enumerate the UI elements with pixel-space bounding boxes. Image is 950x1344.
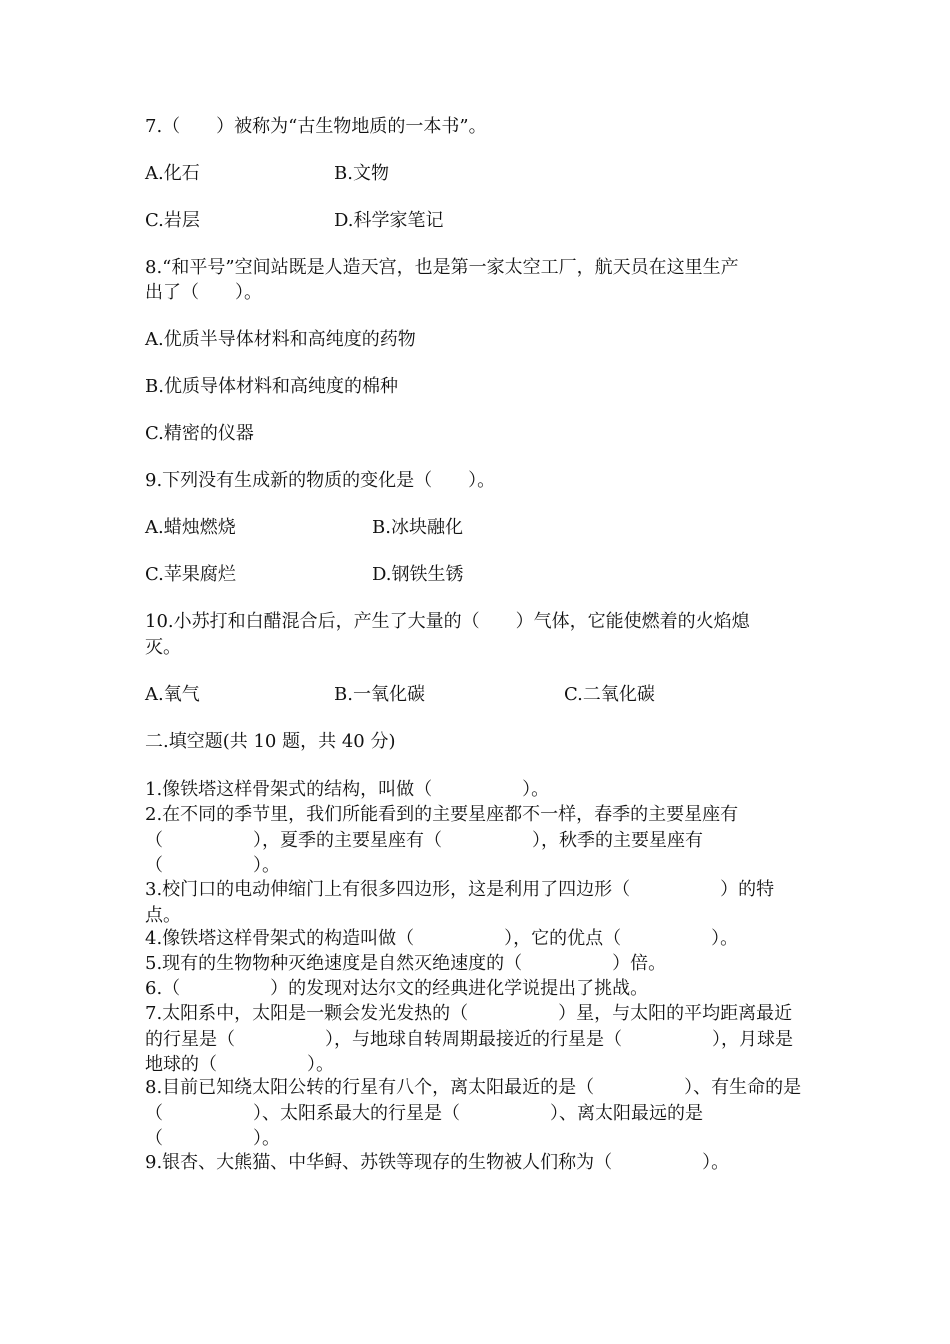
q7-option-d: D.科学家笔记 — [334, 210, 444, 231]
question-10-stem-line1: 10.小苏打和白醋混合后，产生了大量的（ ）气体，它能使燃着的火焰熄 — [145, 611, 750, 632]
fill-question-9: 9.银杏、大熊猫、中华鲟、苏铁等现存的生物被人们称为（ ）。 — [145, 1152, 730, 1173]
q8-option-c: C.精密的仪器 — [145, 423, 254, 444]
fill-question-2: 2.在不同的季节里，我们所能看到的主要星座都不一样，春季的主要星座有（ ），夏季的主要星座有（ ），秋季的主要星座有（ ）。 — [145, 804, 739, 876]
question-10-stem-line2: 灭。 — [145, 637, 181, 658]
fill-question-7: 7.太阳系中，太阳是一颗会发光发热的（ ）星，与太阳的平均距离最近的行星是（ ），与地球自转周期最接近的行星是（ ），月球是地球的（ ）。 — [145, 1003, 793, 1075]
question-8-stem-line2: 出了（ ）。 — [145, 282, 262, 303]
q10-option-a: A.氧气 — [145, 684, 200, 705]
question-9-stem: 9.下列没有生成新的物质的变化是（ ）。 — [145, 470, 496, 491]
q7-option-b: B.文物 — [334, 163, 389, 184]
question-7-stem: 7.（ ）被称为“古生物地质的一本书”。 — [145, 116, 487, 137]
q9-option-a: A.蜡烛燃烧 — [145, 517, 236, 538]
q8-option-b: B.优质导体材料和高纯度的棉种 — [145, 376, 398, 397]
q8-option-a: A.优质半导体材料和高纯度的药物 — [145, 329, 416, 350]
question-8-stem-line1: 8.“和平号”空间站既是人造天宫，也是第一家太空工厂，航天员在这里生产 — [145, 257, 739, 278]
q7-option-a: A.化石 — [145, 163, 200, 184]
q10-option-b: B.一氧化碳 — [334, 684, 425, 705]
q9-option-d: D.钢铁生锈 — [372, 564, 464, 585]
q7-option-c: C.岩层 — [145, 210, 200, 231]
fill-question-6: 6.（ ）的发现对达尔文的经典进化学说提出了挑战。 — [145, 978, 649, 999]
fill-question-1: 1.像铁塔这样骨架式的结构，叫做（ ）。 — [145, 779, 550, 800]
section-2-title: 二.填空题(共 10 题，共 40 分) — [145, 731, 396, 752]
fill-question-5: 5.现有的生物物种灭绝速度是自然灭绝速度的（ ）倍。 — [145, 953, 667, 974]
fill-question-8: 8.目前已知绕太阳公转的行星有八个，离太阳最近的是（ ）、有生命的是（ ）、太阳系最大的行星是（ ）、离太阳最远的是（ ）。 — [145, 1077, 802, 1149]
q9-option-b: B.冰块融化 — [372, 517, 463, 538]
q10-option-c: C.二氧化碳 — [564, 684, 655, 705]
q9-option-c: C.苹果腐烂 — [145, 564, 236, 585]
fill-question-3: 3.校门口的电动伸缩门上有很多四边形，这是利用了四边形（ ）的特点。 — [145, 879, 775, 926]
fill-question-4: 4.像铁塔这样骨架式的构造叫做（ ），它的优点（ ）。 — [145, 928, 739, 949]
